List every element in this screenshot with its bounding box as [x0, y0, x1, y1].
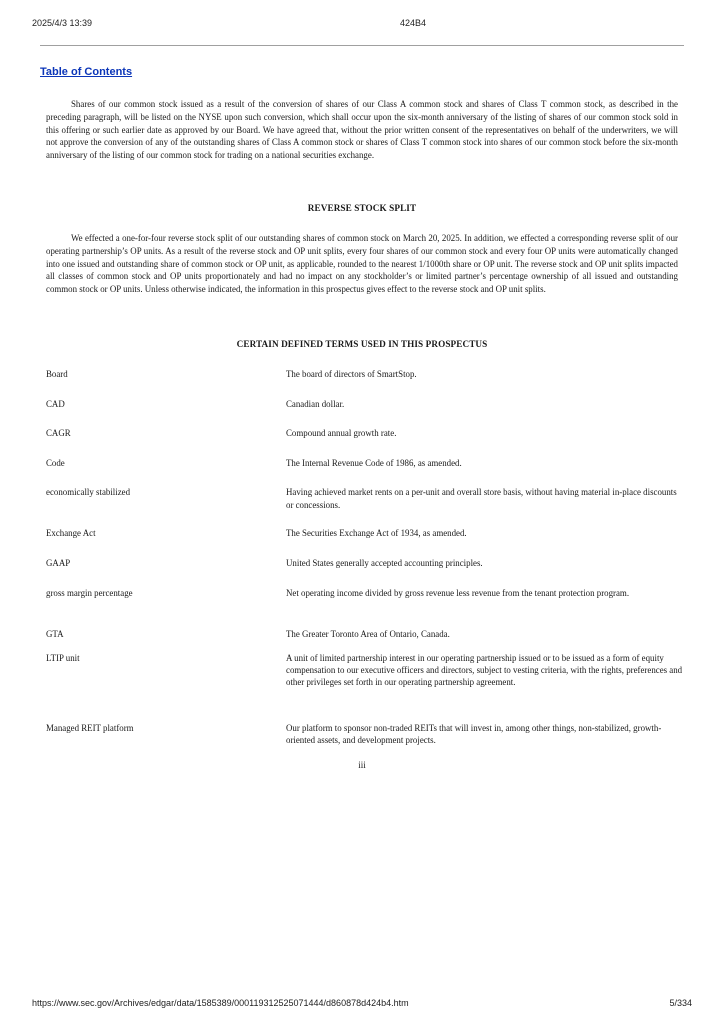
definition-description: The Securities Exchange Act of 1934, as amended.	[286, 528, 467, 539]
definition-row	[46, 557, 686, 587]
definition-description: Our platform to sponsor non-traded REITs that will invest in, among other things, non-stabilized, growth-oriented assets, and development projects.	[286, 722, 662, 745]
print-url: https://www.sec.gov/Archives/edgar/data/1585389/000119312525071444/d860878d424b4.htm	[32, 998, 409, 1008]
definition-term: Board	[46, 369, 68, 379]
definition-description: Canadian dollar.	[286, 398, 345, 409]
definition-description: The Internal Revenue Code of 1986, as amended.	[286, 457, 462, 468]
definition-row	[46, 527, 686, 557]
definition-row	[46, 368, 686, 398]
page-number: iii	[358, 760, 366, 770]
print-datetime: 2025/4/3 13:39	[32, 18, 93, 28]
definition-description: A unit of limited partnership interest in our operating partnership issued or to be issued as a form of equity compensation to our executive officers and directors, subject to vesting criteria, with the rights, preferences and other privileges set forth in our operating partnership agreement.	[286, 652, 683, 688]
definition-row	[46, 652, 686, 722]
definition-term: economically stabilized	[46, 487, 131, 498]
definition-term: GTA	[46, 628, 64, 639]
definition-row	[46, 486, 686, 527]
definition-term: gross margin percentage	[46, 587, 133, 598]
definition-description: The board of directors of SmartStop.	[286, 369, 417, 379]
definition-term: Exchange Act	[46, 528, 96, 539]
paragraph-reverse-stock-split: We effected a one-for-four reverse stock split of our outstanding shares of common stock on March 20, 2025. In addition, we effected a corresponding reverse split of our operating partnership’s OP units. As a result of the reverse stock and OP unit splits, every four shares of our common stock and every four OP units were automatically changed into one issued and outstanding share of common stock or OP unit, as applicable, rounded to the nearest 1/1000th share or OP unit. The reverse stock and OP unit splits impacted all classes of common stock and OP units proportionately and had no impact on any stockholder’s or limited partner’s percentage ownership of all issued and outstanding common stock or OP units. Unless otherwise indicated, the information in this prospectus gives effect to the reverse stock and OP unit splits.	[46, 233, 678, 295]
definition-description: Net operating income divided by gross revenue less revenue from the tenant protection program.	[286, 587, 630, 598]
definition-description: United States generally accepted accounting principles.	[286, 557, 483, 568]
definition-row	[46, 628, 686, 652]
header-divider	[40, 45, 684, 46]
print-footer	[32, 998, 692, 1010]
definition-term: GAAP	[46, 557, 71, 568]
definition-term: Code	[46, 457, 65, 468]
definition-row	[46, 587, 686, 628]
print-header	[32, 18, 684, 30]
defined-terms-list	[46, 368, 686, 752]
definition-row	[46, 722, 686, 752]
definition-description: The Greater Toronto Area of Ontario, Canada.	[286, 628, 450, 639]
definition-description: Compound annual growth rate.	[286, 428, 397, 439]
definition-row	[46, 457, 686, 487]
definition-term: LTIP unit	[46, 652, 80, 663]
definition-description: Having achieved market rents on a per-unit and overall store basis, without having material in-place discounts or concessions.	[286, 487, 677, 510]
paragraph-conversion-listing: Shares of our common stock issued as a result of the conversion of shares of our Class A common stock and shares of Class T common stock, as described in the preceding paragraph, will be listed on the NYSE upon such conversion, which shall occur upon the six-month anniversary of the listing of shares of our common stock sold in this offering or such earlier date as approved by our Board. We have agreed that, without the prior written consent of the representatives on behalf of the underwriters, we will not approve the conversion of any of the outstanding shares of Class A common stock or shares of Class T common stock into shares of our common stock before the six-month anniversary of the listing of our common stock for trading on a national securities exchange.	[46, 99, 678, 161]
definition-row	[46, 398, 686, 428]
table-of-contents-link[interactable]: Table of Contents	[40, 66, 133, 78]
definition-term: CAGR	[46, 428, 71, 439]
heading-reverse-stock-split: REVERSE STOCK SPLIT	[307, 203, 417, 213]
definition-row	[46, 427, 686, 457]
print-page-count: 5/334	[669, 998, 692, 1008]
definition-term: Managed REIT platform	[46, 722, 134, 733]
definition-term: CAD	[46, 398, 65, 409]
heading-defined-terms: CERTAIN DEFINED TERMS USED IN THIS PROSPECTUS	[236, 339, 488, 349]
print-doc-id: 424B4	[400, 18, 427, 28]
